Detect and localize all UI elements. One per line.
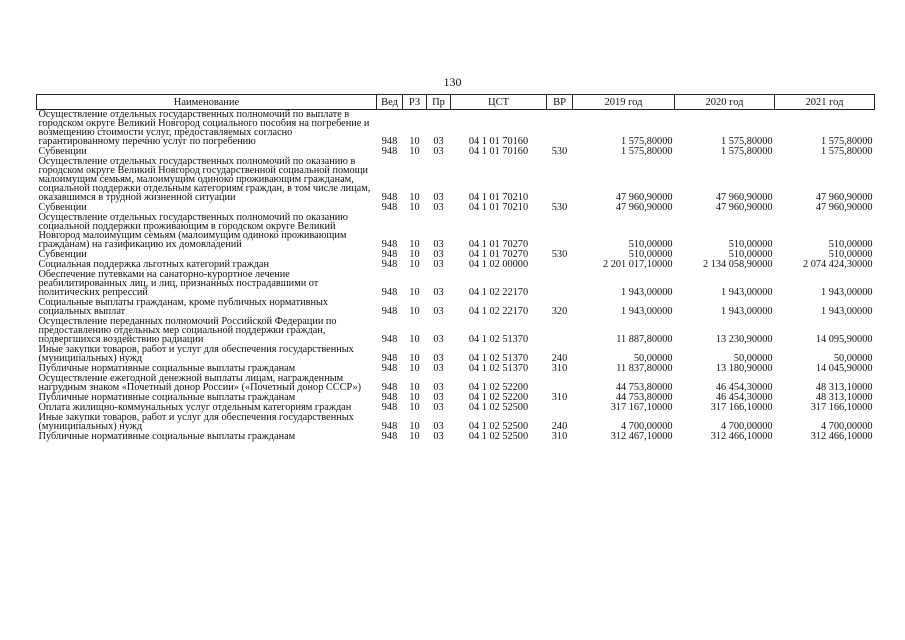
- row-ved: 948: [381, 353, 398, 364]
- row-pr: 03: [433, 402, 444, 413]
- row-pr: 03: [433, 363, 444, 374]
- row-rz: 10: [409, 334, 420, 345]
- row-vr: 530: [551, 249, 568, 260]
- row-ved: 948: [381, 259, 398, 270]
- row-vr: 310: [551, 392, 568, 403]
- row-vr: [547, 213, 573, 250]
- row-rz: 10: [409, 287, 420, 298]
- row-cst: 04 1 01 70270: [468, 239, 529, 250]
- row-2021: 47 960,90000: [815, 202, 873, 213]
- row-2019: 1 943,00000: [621, 287, 673, 298]
- row-cst: 04 1 01 70210: [468, 192, 529, 203]
- row-name: Осуществление ежегодной денежной выплаты лицам, награжденным нагрудным знаком «Почетный донор России» («Почетный донор СССР»): [38, 373, 362, 393]
- row-ved: 948: [381, 306, 398, 317]
- row-pr: 03: [433, 259, 444, 270]
- row-ved: 948: [381, 239, 398, 250]
- header-rz: РЗ: [403, 95, 427, 110]
- row-2020: 47 960,90000: [715, 202, 773, 213]
- row-cst: 04 1 02 22170: [468, 306, 529, 317]
- row-2019: 1 575,80000: [621, 136, 673, 147]
- row-name: Иные закупки товаров, работ и услуг для обеспечения государственных (муниципальных) нужд: [38, 412, 354, 432]
- row-name: Социальные выплаты гражданам, кроме публичных нормативных социальных выплат: [38, 297, 329, 317]
- page-number: 130: [443, 75, 462, 89]
- table-row: [37, 213, 875, 250]
- row-cst: 04 1 02 00000: [468, 259, 529, 270]
- row-pr: 03: [433, 287, 444, 298]
- row-2019: 4 700,00000: [621, 421, 673, 432]
- row-2020: 46 454,30000: [715, 382, 773, 393]
- row-cst: 04 1 02 52500: [468, 431, 529, 442]
- row-name: Субвенции: [38, 202, 87, 213]
- row-2019: 1 943,00000: [621, 306, 673, 317]
- row-2020: 317 166,10000: [710, 402, 773, 413]
- row-pr: 03: [433, 306, 444, 317]
- row-2020: 13 180,90000: [715, 363, 773, 374]
- row-name: Публичные нормативные социальные выплаты гражданам: [38, 431, 296, 442]
- table-row: [37, 374, 875, 393]
- row-cst: 04 1 02 51370: [468, 363, 529, 374]
- row-cst: 04 1 02 52200: [468, 382, 529, 393]
- row-pr: 03: [433, 421, 444, 432]
- row-rz: 10: [409, 431, 420, 442]
- row-ved: 948: [381, 392, 398, 403]
- row-2019: 2 201 017,10000: [602, 259, 673, 270]
- row-2021: 1 943,00000: [821, 306, 873, 317]
- row-2021: 47 960,90000: [815, 192, 873, 203]
- row-vr: [547, 157, 573, 203]
- row-2020: 1 943,00000: [721, 287, 773, 298]
- row-2021: 50,00000: [833, 353, 873, 364]
- row-vr: 310: [551, 431, 568, 442]
- row-vr: 530: [551, 202, 568, 213]
- row-vr: 530: [551, 146, 568, 157]
- header-2020: 2020 год: [675, 95, 775, 110]
- table-row: [37, 432, 875, 442]
- table-row: [37, 110, 875, 148]
- row-pr: 03: [433, 353, 444, 364]
- row-pr: 03: [433, 202, 444, 213]
- table-row: [37, 317, 875, 345]
- header-name: Наименование: [37, 95, 377, 110]
- row-vr: [547, 270, 573, 298]
- row-ved: 948: [381, 363, 398, 374]
- row-vr: [547, 403, 573, 413]
- row-ved: 948: [381, 192, 398, 203]
- row-cst: 04 1 02 51370: [468, 334, 529, 345]
- row-2020: 46 454,30000: [715, 392, 773, 403]
- row-2021: 1 575,80000: [821, 136, 873, 147]
- row-rz: 10: [409, 382, 420, 393]
- table-row: [37, 157, 875, 203]
- row-ved: 948: [381, 136, 398, 147]
- row-2019: 510,00000: [628, 249, 673, 260]
- row-cst: 04 1 02 51370: [468, 353, 529, 364]
- row-pr: 03: [433, 382, 444, 393]
- table-body: [37, 110, 875, 443]
- row-vr: 320: [551, 306, 568, 317]
- row-2021: 2 074 424,30000: [802, 259, 873, 270]
- row-2020: 1 943,00000: [721, 306, 773, 317]
- row-vr: [547, 374, 573, 393]
- row-pr: 03: [433, 431, 444, 442]
- row-2021: 4 700,00000: [821, 421, 873, 432]
- header-2019: 2019 год: [573, 95, 675, 110]
- row-cst: 04 1 01 70160: [468, 136, 529, 147]
- row-cst: 04 1 01 70160: [468, 146, 529, 157]
- row-vr: 310: [551, 363, 568, 374]
- row-ved: 948: [381, 431, 398, 442]
- row-2020: 13 230,90000: [715, 334, 773, 345]
- budget-table: [36, 94, 875, 442]
- row-rz: 10: [409, 136, 420, 147]
- row-name: Осуществление отдельных государственных полномочий по выплате в городском округе Великий Новгород социального пособия на погребение и возмещению стоимости услуг, предоставляемых согласно гарантированному перечню услуг по погребению: [38, 109, 370, 147]
- row-cst: 04 1 02 52500: [468, 421, 529, 432]
- row-cst: 04 1 02 52200: [468, 392, 529, 403]
- row-name: Иные закупки товаров, работ и услуг для обеспечения государственных (муниципальных) нужд: [38, 344, 354, 364]
- row-ved: 948: [381, 202, 398, 213]
- header-cst: ЦСТ: [451, 95, 547, 110]
- header-2021: 2021 год: [775, 95, 875, 110]
- row-name: Субвенции: [38, 249, 87, 260]
- row-name: Обеспечение путевками на санаторно-курортное лечение реабилитированных лиц, и лиц, признанных пострадавшими от политических репрессий: [38, 269, 319, 298]
- row-pr: 03: [433, 192, 444, 203]
- header-vr: ВР: [547, 95, 573, 110]
- row-vr: 240: [551, 421, 568, 432]
- row-rz: 10: [409, 402, 420, 413]
- row-name: Осуществление переданных полномочий Российской Федерации по предоставлению отдельных мер социальной поддержки граждан, подвергшихся воздействию радиации: [38, 316, 337, 345]
- table-row: [37, 270, 875, 298]
- row-rz: 10: [409, 202, 420, 213]
- row-ved: 948: [381, 146, 398, 157]
- row-2021: 48 313,10000: [815, 382, 873, 393]
- row-vr: 240: [551, 353, 568, 364]
- row-pr: 03: [433, 136, 444, 147]
- row-pr: 03: [433, 239, 444, 250]
- row-2019: 50,00000: [633, 353, 673, 364]
- row-rz: 10: [409, 392, 420, 403]
- row-2019: 1 575,80000: [621, 146, 673, 157]
- row-name: Публичные нормативные социальные выплаты гражданам: [38, 363, 296, 374]
- row-2019: 44 753,80000: [615, 382, 673, 393]
- row-cst: 04 1 02 22170: [468, 287, 529, 298]
- row-name: Оплата жилищно-коммунальных услуг отдельным категориям граждан: [38, 402, 352, 413]
- row-rz: 10: [409, 249, 420, 260]
- row-2020: 50,00000: [733, 353, 773, 364]
- row-rz: 10: [409, 353, 420, 364]
- table-row: [37, 413, 875, 432]
- table-header: [37, 95, 875, 110]
- row-pr: 03: [433, 334, 444, 345]
- row-2021: 317 166,10000: [810, 402, 873, 413]
- row-pr: 03: [433, 249, 444, 260]
- row-vr: [547, 110, 573, 148]
- table-row: [37, 345, 875, 364]
- row-rz: 10: [409, 259, 420, 270]
- row-2020: 510,00000: [728, 239, 773, 250]
- row-pr: 03: [433, 146, 444, 157]
- row-vr: [547, 317, 573, 345]
- row-pr: 03: [433, 392, 444, 403]
- row-2020: 510,00000: [728, 249, 773, 260]
- row-ved: 948: [381, 287, 398, 298]
- row-ved: 948: [381, 382, 398, 393]
- row-name: Социальная поддержка льготных категорий граждан: [38, 259, 270, 270]
- row-rz: 10: [409, 306, 420, 317]
- row-2019: 312 467,10000: [610, 431, 673, 442]
- header-pr: Пр: [427, 95, 451, 110]
- row-2019: 47 960,90000: [615, 192, 673, 203]
- row-rz: 10: [409, 146, 420, 157]
- row-2021: 1 943,00000: [821, 287, 873, 298]
- row-2020: 1 575,80000: [721, 136, 773, 147]
- row-vr: [547, 260, 573, 270]
- row-2021: 48 313,10000: [815, 392, 873, 403]
- row-rz: 10: [409, 363, 420, 374]
- row-2020: 2 134 058,90000: [702, 259, 773, 270]
- row-2021: 510,00000: [828, 249, 873, 260]
- row-2020: 312 466,10000: [710, 431, 773, 442]
- row-2019: 317 167,10000: [610, 402, 673, 413]
- row-name: Осуществление отдельных государственных полномочий по оказанию социальной поддержки проживающим в городском округе Великий Новгород малоимущим семьям (малоимущим одиноко проживающим гражданам) на газификацию их домовладений: [38, 212, 348, 250]
- table-row: [37, 298, 875, 317]
- row-rz: 10: [409, 239, 420, 250]
- row-cst: 04 1 02 52500: [468, 402, 529, 413]
- row-rz: 10: [409, 421, 420, 432]
- row-cst: 04 1 01 70270: [468, 249, 529, 260]
- header-ved: Вед: [377, 95, 403, 110]
- row-2021: 14 095,90000: [815, 334, 873, 345]
- row-2020: 47 960,90000: [715, 192, 773, 203]
- row-2021: 510,00000: [828, 239, 873, 250]
- row-ved: 948: [381, 249, 398, 260]
- row-2019: 11 837,80000: [616, 363, 673, 374]
- row-name: Публичные нормативные социальные выплаты гражданам: [38, 392, 296, 403]
- row-2021: 1 575,80000: [821, 146, 873, 157]
- row-cst: 04 1 01 70210: [468, 202, 529, 213]
- row-2019: 44 753,80000: [615, 392, 673, 403]
- row-2019: 510,00000: [628, 239, 673, 250]
- row-name: Осуществление отдельных государственных полномочий по оказанию в городском округе Великий Новгород государственной социальной помощи малоимущим семьям, малоимущим одиноко проживающим гражданам, социальной поддержки отдельным категориям граждан, в том числе лицам, оказавшимся в трудной жизненной ситуации: [38, 156, 371, 203]
- row-2020: 4 700,00000: [721, 421, 773, 432]
- row-2021: 14 045,90000: [815, 363, 873, 374]
- row-2021: 312 466,10000: [810, 431, 873, 442]
- row-2019: 11 887,80000: [616, 334, 673, 345]
- row-name: Субвенции: [38, 146, 87, 157]
- row-2019: 47 960,90000: [615, 202, 673, 213]
- row-2020: 1 575,80000: [721, 146, 773, 157]
- row-ved: 948: [381, 334, 398, 345]
- row-ved: 948: [381, 402, 398, 413]
- row-rz: 10: [409, 192, 420, 203]
- row-ved: 948: [381, 421, 398, 432]
